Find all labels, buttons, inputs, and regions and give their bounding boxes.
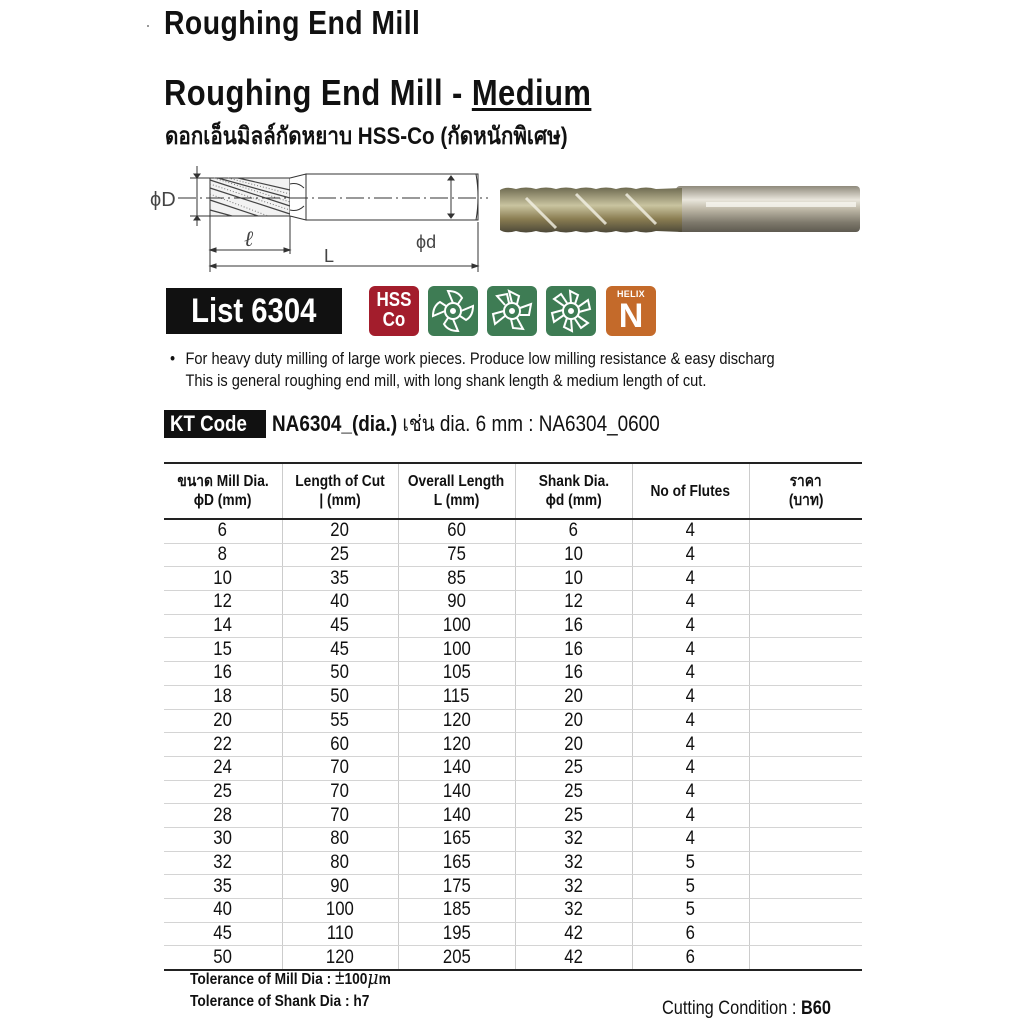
table-row bbox=[164, 614, 862, 638]
table-cell: 35 bbox=[282, 567, 398, 591]
table-row bbox=[164, 899, 862, 923]
label-phi-d: ϕd bbox=[416, 232, 437, 252]
table-cell: 175 bbox=[398, 875, 515, 899]
table-cell: 4 bbox=[632, 780, 749, 804]
table-cell: 20 bbox=[515, 685, 632, 709]
table-cell: 32 bbox=[515, 827, 632, 851]
column-header-line-1: ราคา bbox=[789, 473, 822, 490]
table-cell: 32 bbox=[515, 899, 632, 923]
table-row bbox=[164, 591, 862, 615]
hss-co-icon: HSS Co bbox=[369, 286, 419, 336]
column-header-line-2: (บาท) bbox=[788, 492, 824, 509]
table-cell: 32 bbox=[515, 851, 632, 875]
column-header bbox=[749, 463, 862, 519]
tolerance-shank-dia: Tolerance of Shank Dia : h7 bbox=[190, 993, 370, 1010]
table-cell bbox=[749, 519, 862, 543]
list-number-badge: List 6304 bbox=[166, 288, 342, 334]
table-cell: 120 bbox=[282, 946, 398, 970]
6-flute-cutter-icon bbox=[546, 286, 596, 336]
product-title-prefix: Roughing End Mill - bbox=[164, 72, 472, 113]
table-cell: 5 bbox=[632, 875, 749, 899]
table-cell: 4 bbox=[632, 519, 749, 543]
table-cell: 100 bbox=[282, 899, 398, 923]
product-description bbox=[170, 348, 775, 392]
column-header-line-1: Length of Cut bbox=[295, 473, 385, 490]
table-cell: 32 bbox=[164, 851, 282, 875]
table-cell: 14 bbox=[164, 614, 282, 638]
column-header-line-2: ϕd (mm) bbox=[545, 492, 602, 509]
table-cell: 100 bbox=[398, 638, 515, 662]
table-cell: 35 bbox=[164, 875, 282, 899]
table-row bbox=[164, 638, 862, 662]
table-cell: 45 bbox=[282, 614, 398, 638]
table-row bbox=[164, 685, 862, 709]
table-cell: 4 bbox=[632, 662, 749, 686]
table-cell: 20 bbox=[164, 709, 282, 733]
table-cell: 20 bbox=[515, 733, 632, 757]
table-row bbox=[164, 922, 862, 946]
description-line-2: This is general roughing end mill, with long shank length & medium length of cut. bbox=[185, 371, 707, 390]
table-cell: 15 bbox=[164, 638, 282, 662]
stray-dot bbox=[147, 25, 149, 27]
table-cell: 4 bbox=[632, 638, 749, 662]
table-cell: 115 bbox=[398, 685, 515, 709]
table-cell bbox=[749, 922, 862, 946]
table-cell bbox=[749, 827, 862, 851]
table-row bbox=[164, 733, 862, 757]
table-row bbox=[164, 827, 862, 851]
table-cell bbox=[749, 543, 862, 567]
table-cell: 5 bbox=[632, 899, 749, 923]
table-row bbox=[164, 780, 862, 804]
table-cell: 185 bbox=[398, 899, 515, 923]
column-header-line-1: Shank Dia. bbox=[538, 473, 609, 490]
table-cell: 140 bbox=[398, 780, 515, 804]
table-cell: 42 bbox=[515, 946, 632, 970]
table-cell: 80 bbox=[282, 827, 398, 851]
table-cell: 4 bbox=[632, 567, 749, 591]
table-cell: 55 bbox=[282, 709, 398, 733]
table-cell: 45 bbox=[282, 638, 398, 662]
table-cell bbox=[749, 875, 862, 899]
table-cell: 140 bbox=[398, 804, 515, 828]
column-header bbox=[515, 463, 632, 519]
table-cell: 20 bbox=[515, 709, 632, 733]
table-cell: 4 bbox=[632, 591, 749, 615]
table-cell: 100 bbox=[398, 614, 515, 638]
thai-description: ดอกเอ็นมิลล์กัดหยาบ HSS-Co (กัดหนักพิเศษ) bbox=[165, 123, 568, 150]
table-cell: 32 bbox=[515, 875, 632, 899]
column-header bbox=[398, 463, 515, 519]
table-cell: 25 bbox=[282, 543, 398, 567]
table-cell: 25 bbox=[164, 780, 282, 804]
table-cell bbox=[749, 591, 862, 615]
table-cell bbox=[749, 638, 862, 662]
table-cell: 18 bbox=[164, 685, 282, 709]
table-cell: 120 bbox=[398, 709, 515, 733]
column-header-line-1: ขนาด Mill Dia. bbox=[177, 473, 269, 490]
table-cell: 165 bbox=[398, 851, 515, 875]
table-cell: 195 bbox=[398, 922, 515, 946]
photo-shank bbox=[676, 186, 860, 232]
table-cell bbox=[749, 567, 862, 591]
page-title: Roughing End Mill bbox=[164, 4, 421, 41]
table-cell: 25 bbox=[515, 780, 632, 804]
table-cell: 85 bbox=[398, 567, 515, 591]
table-cell: 90 bbox=[282, 875, 398, 899]
table-cell: 25 bbox=[515, 804, 632, 828]
table-cell bbox=[749, 709, 862, 733]
table-cell bbox=[749, 780, 862, 804]
table-row bbox=[164, 709, 862, 733]
table-cell bbox=[749, 614, 862, 638]
table-cell: 6 bbox=[164, 519, 282, 543]
table-cell: 40 bbox=[164, 899, 282, 923]
column-header-line-1: Overall Length bbox=[408, 473, 505, 490]
table-cell bbox=[749, 685, 862, 709]
table-row bbox=[164, 756, 862, 780]
table-row bbox=[164, 804, 862, 828]
kt-code-format: NA6304_(dia.) bbox=[272, 411, 398, 436]
product-photo bbox=[496, 184, 864, 236]
table-row bbox=[164, 543, 862, 567]
table-cell: 5 bbox=[632, 851, 749, 875]
column-header-line-2: L (mm) bbox=[433, 492, 480, 509]
table-row bbox=[164, 875, 862, 899]
column-header-line-2: | (mm) bbox=[319, 492, 361, 509]
kt-code-label: KT Code bbox=[164, 410, 266, 438]
label-l: ℓ bbox=[244, 227, 254, 252]
table-row bbox=[164, 851, 862, 875]
column-header bbox=[632, 463, 749, 519]
table-cell bbox=[749, 946, 862, 970]
kt-code-pattern bbox=[272, 408, 660, 440]
table-cell: 105 bbox=[398, 662, 515, 686]
table-cell bbox=[749, 804, 862, 828]
table-cell: 4 bbox=[632, 827, 749, 851]
tolerance-mill-dia: Tolerance of Mill Dia : ±100μm bbox=[190, 965, 391, 989]
table-cell: 60 bbox=[398, 519, 515, 543]
cutting-condition: Cutting Condition : B60 bbox=[662, 998, 831, 1019]
table-cell: 4 bbox=[632, 756, 749, 780]
table-cell: 50 bbox=[282, 685, 398, 709]
table-cell: 6 bbox=[632, 922, 749, 946]
table-row bbox=[164, 519, 862, 543]
table-cell: 20 bbox=[282, 519, 398, 543]
table-cell: 12 bbox=[164, 591, 282, 615]
table-cell: 70 bbox=[282, 780, 398, 804]
cutting-condition-code: B60 bbox=[800, 998, 831, 1019]
table-cell: 165 bbox=[398, 827, 515, 851]
table-header-row bbox=[164, 463, 862, 519]
bullet: • bbox=[170, 349, 176, 368]
table-cell bbox=[749, 899, 862, 923]
table-cell: 16 bbox=[515, 638, 632, 662]
table-cell: 50 bbox=[164, 946, 282, 970]
product-title bbox=[164, 72, 591, 114]
shank-section bbox=[306, 174, 478, 220]
table-cell bbox=[749, 733, 862, 757]
table-cell: 75 bbox=[398, 543, 515, 567]
table-cell: 60 bbox=[282, 733, 398, 757]
table-cell: 90 bbox=[398, 591, 515, 615]
table-cell: 28 bbox=[164, 804, 282, 828]
table-cell: 4 bbox=[632, 614, 749, 638]
table-cell: 4 bbox=[632, 709, 749, 733]
table-cell: 8 bbox=[164, 543, 282, 567]
table-cell: 205 bbox=[398, 946, 515, 970]
table-cell: 30 bbox=[164, 827, 282, 851]
table-cell: 10 bbox=[515, 543, 632, 567]
table-cell: 4 bbox=[632, 733, 749, 757]
helix-n-icon: HELIX N bbox=[606, 286, 656, 336]
table-cell: 10 bbox=[164, 567, 282, 591]
table-cell: 70 bbox=[282, 756, 398, 780]
technical-drawing bbox=[148, 166, 488, 274]
table-cell bbox=[749, 851, 862, 875]
table-cell: 16 bbox=[515, 662, 632, 686]
table-cell bbox=[749, 756, 862, 780]
table-cell: 110 bbox=[282, 922, 398, 946]
tolerance-notes bbox=[190, 966, 391, 1013]
table-cell: 45 bbox=[164, 922, 282, 946]
table-cell: 140 bbox=[398, 756, 515, 780]
table-row bbox=[164, 567, 862, 591]
table-cell: 42 bbox=[515, 922, 632, 946]
table-cell: 4 bbox=[632, 543, 749, 567]
column-header-line-2: ϕD (mm) bbox=[193, 492, 252, 509]
table-cell: 120 bbox=[398, 733, 515, 757]
4-flute-cutter-icon bbox=[428, 286, 478, 336]
column-header-line-1: No of Flutes bbox=[650, 482, 731, 500]
table-cell: 6 bbox=[632, 946, 749, 970]
product-title-emphasis: Medium bbox=[471, 72, 592, 113]
table-cell: 10 bbox=[515, 567, 632, 591]
kt-code-example: เช่น dia. 6 mm : NA6304_0600 bbox=[397, 411, 660, 436]
5-flute-cutter-icon bbox=[487, 286, 537, 336]
table-cell: 40 bbox=[282, 591, 398, 615]
table-cell: 24 bbox=[164, 756, 282, 780]
table-cell: 25 bbox=[515, 756, 632, 780]
table-cell: 6 bbox=[515, 519, 632, 543]
specification-table bbox=[164, 462, 862, 971]
label-L: L bbox=[324, 246, 335, 266]
description-line-1: For heavy duty milling of large work pieces. Produce low milling resistance & easy discharg bbox=[185, 349, 775, 368]
table-cell: 22 bbox=[164, 733, 282, 757]
table-cell bbox=[749, 662, 862, 686]
label-phi-D: ϕD bbox=[150, 189, 176, 211]
table-cell: 4 bbox=[632, 804, 749, 828]
column-header bbox=[282, 463, 398, 519]
table-cell: 16 bbox=[515, 614, 632, 638]
table-cell: 50 bbox=[282, 662, 398, 686]
table-cell: 70 bbox=[282, 804, 398, 828]
column-header bbox=[164, 463, 282, 519]
table-cell: 12 bbox=[515, 591, 632, 615]
table-cell: 80 bbox=[282, 851, 398, 875]
table-cell: 16 bbox=[164, 662, 282, 686]
table-cell: 4 bbox=[632, 685, 749, 709]
table-row bbox=[164, 662, 862, 686]
